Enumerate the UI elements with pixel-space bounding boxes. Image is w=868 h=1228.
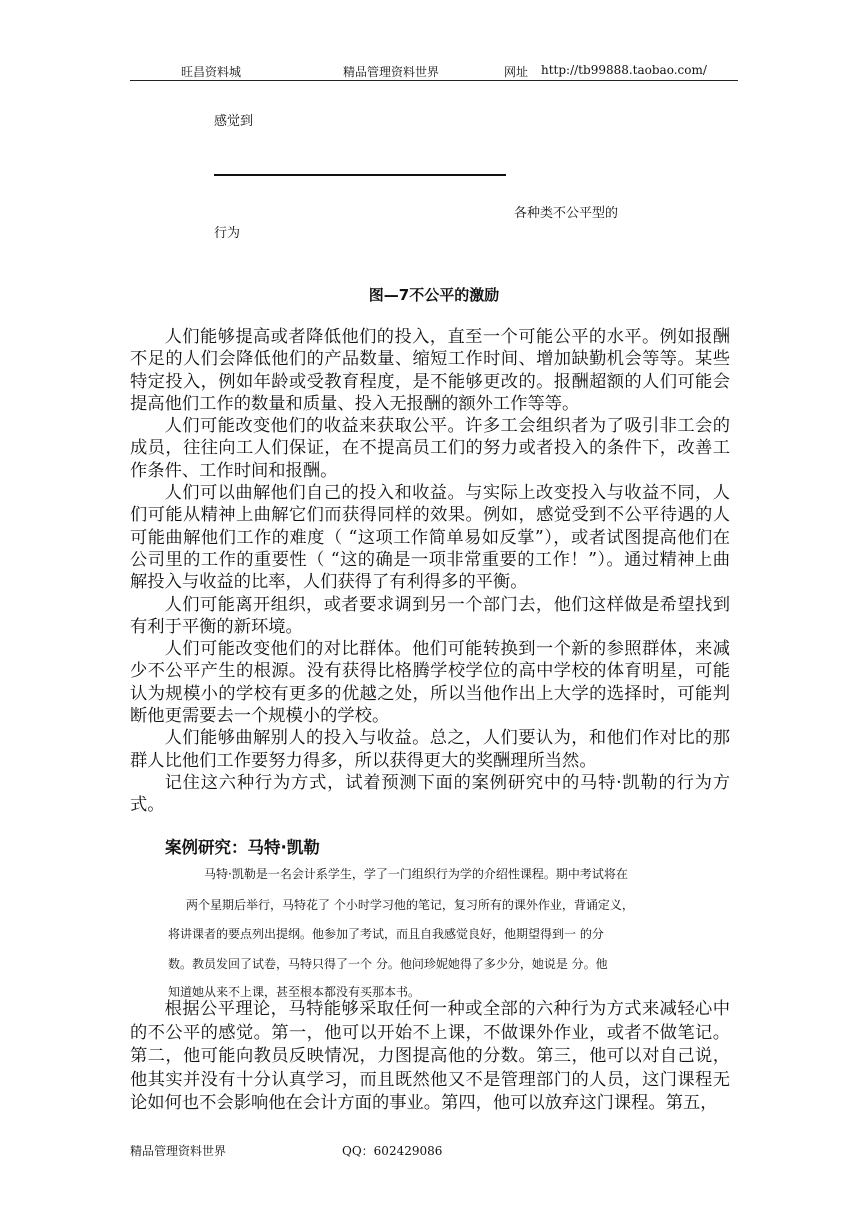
header-url-label: 网址 [504, 65, 529, 79]
case-line-4: 数。教员发回了试卷，马特只得了一个 分。他问珍妮她得了多少分，她说是 分。他 [168, 957, 608, 971]
paragraph-5: 人们可能改变他们的对比群体。他们可能转换到一个新的参照群体，来减少不公平产生的根源。没有获得比格腾学校学位的高中学校的体育明星，可能认为规模小的学校有更多的优越之处，所以当他作出上大学的选择时，可能判断他更需要去一个规模小的学校。 [130, 639, 730, 727]
case-line-3: 将讲课者的要点列出提纲。他参加了考试，而且自我感觉良好，他期望得到一 的分 [168, 927, 604, 941]
case-line-2: 两个星期后举行，马特花了 个小时学习他的笔记，复习所有的课外作业，背诵定义， [186, 898, 634, 912]
analysis-body [130, 998, 730, 1116]
header-url-link[interactable]: http://tb99888.taobao.com/ [541, 63, 707, 77]
diagram-label-top: 感觉到 [214, 114, 254, 129]
paragraph-3: 人们可以曲解他们自己的投入和收益。与实际上改变投入与收益不同，人们可能从精神上曲解它们而获得同样的效果。例如，感觉受到不公平待遇的人可能曲解他们工作的难度（ “这项工作简单易如反掌”），或者试图提高他们在公司里的工作的重要性（ “这的确是一项非常重要的工作！”）。通过精神上曲解投入与收益的比率，人们获得了有利得多的平衡。 [130, 483, 730, 593]
paragraph-2: 人们可能改变他们的收益来获取公平。许多工会组织者为了吸引非工会的成员，往往向工人们保证，在不提高员工们的努力或者投入的条件下，改善工作条件、工作时间和报酬。 [130, 416, 730, 481]
paragraph-4: 人们可能离开组织，或者要求调到另一个部门去，他们这样做是希望找到有利于平衡的新环境。 [130, 594, 730, 637]
page-header [130, 62, 738, 81]
case-line-1: 马特·凯勒是一名会计系学生，学了一门组织行为学的介绍性课程。期中考试将在 [204, 867, 628, 881]
header-site-name: 旺昌资料城 [181, 65, 242, 79]
paragraph-7: 记住这六种行为方式，试着预测下面的案例研究中的马特·凯勒的行为方式。 [130, 772, 730, 816]
diagram-connector-line [214, 174, 506, 176]
diagram-label-bottom: 行为 [214, 226, 241, 241]
figure-title: 图—7不公平的激励 [368, 286, 500, 304]
case-study-title: 案例研究：马特·凯勒 [165, 838, 320, 857]
paragraph-6: 人们能够曲解别人的投入与收益。总之，人们要认为，和他们作对比的那群人比他们工作要努力得多，所以获得更大的奖酬理所当然。 [130, 728, 730, 771]
paragraph-1: 人们能够提高或者降低他们的投入，直至一个可能公平的水平。例如报酬不足的人们会降低他们的产品数量、缩短工作时间、增加缺勤机会等等。某些特定投入，例如年龄或受教育程度，是不能够更改的。报酬超额的人们可能会提高他们工作的数量和质量、投入无报酬的额外工作等等。 [130, 327, 730, 414]
diagram-label-right: 各种类不公平型的 [514, 206, 619, 221]
case-line-5: 知道她从来不上课，甚至根本都没有买那本书。 [168, 985, 421, 999]
footer-qq: QQ：602429086 [342, 1144, 443, 1158]
main-body [130, 326, 730, 817]
footer-site-slogan: 精品管理资料世界 [130, 1144, 227, 1158]
analysis-paragraph: 根据公平理论，马特能够采取任何一种或全部的六种行为方式来减轻心中的不公平的感觉。第一，他可以开始不上课，不做课外作业，或者不做笔记。第二，他可能向教员反映情况，力图提高他的分数。第三，他可以对自己说，他其实并没有十分认真学习，而且既然他又不是管理部门的人员，这门课程无论如何也不会影响他在会计方面的事业。第四，他可以放弃这门课程。第五， [130, 999, 730, 1114]
header-site-slogan: 精品管理资料世界 [343, 65, 440, 79]
